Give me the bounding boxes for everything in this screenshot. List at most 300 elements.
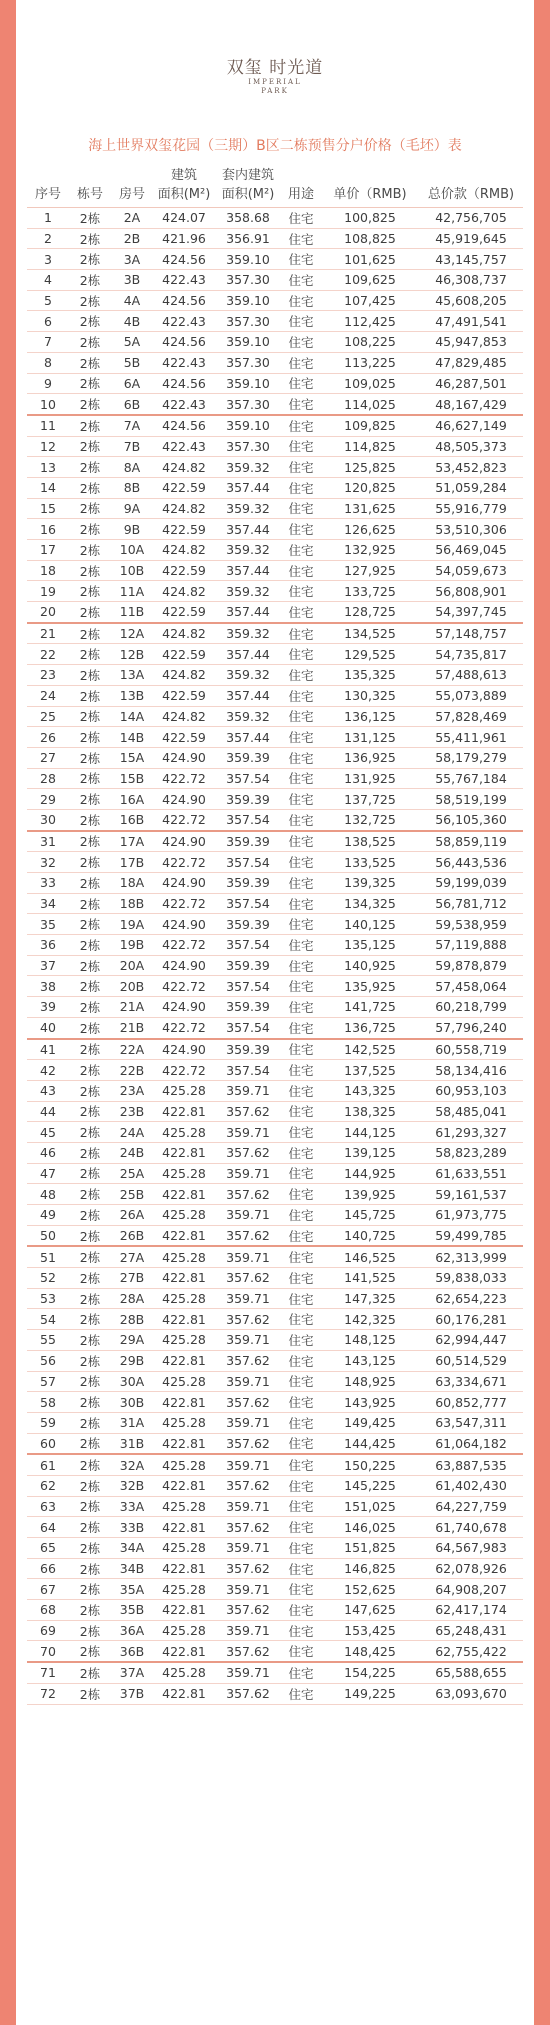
cell-gross-area: 422.81: [153, 1184, 215, 1205]
cell-total-price: 59,878,879: [419, 955, 523, 976]
document-title: 海上世界双玺花园（三期）B区二栋预售分户价格（毛坯）表: [88, 138, 462, 154]
cell-gross-area: 422.59: [153, 644, 215, 665]
cell-gross-area: 424.90: [153, 955, 215, 976]
header-row-1: [27, 166, 523, 185]
cell-gross-area: 422.81: [153, 1558, 215, 1579]
table-row: [27, 1184, 523, 1205]
cell-gross-area: 422.43: [153, 352, 215, 373]
cell-building: 2栋: [69, 208, 111, 229]
cell-total-price: 63,547,311: [419, 1412, 523, 1433]
cell-gross-area: 422.72: [153, 976, 215, 997]
cell-room: 29B: [111, 1350, 153, 1371]
cell-gross-area: 425.28: [153, 1288, 215, 1309]
header-cell: [281, 166, 321, 185]
cell-net-area: 359.39: [215, 955, 281, 976]
cell-total-price: 60,953,103: [419, 1080, 523, 1101]
cell-usage: 住宅: [281, 394, 321, 415]
cell-gross-area: 422.59: [153, 519, 215, 540]
cell-net-area: 357.30: [215, 270, 281, 291]
cell-building: 2栋: [69, 893, 111, 914]
header-cell: [69, 166, 111, 185]
cell-building: 2栋: [69, 1163, 111, 1184]
table-row: [27, 706, 523, 727]
cell-total-price: 64,567,983: [419, 1538, 523, 1559]
cell-gross-area: 424.82: [153, 581, 215, 602]
cell-seq: 42: [27, 1060, 69, 1081]
cell-seq: 68: [27, 1600, 69, 1621]
cell-building: 2栋: [69, 789, 111, 810]
cell-total-price: 47,829,485: [419, 352, 523, 373]
table-row: [27, 1330, 523, 1351]
cell-seq: 41: [27, 1039, 69, 1060]
cell-usage: 住宅: [281, 1163, 321, 1184]
cell-room: 18B: [111, 893, 153, 914]
cell-usage: 住宅: [281, 1060, 321, 1081]
cell-unit-price: 109,625: [321, 270, 419, 291]
cell-gross-area: 422.72: [153, 852, 215, 873]
cell-net-area: 357.62: [215, 1558, 281, 1579]
table-row: [27, 1080, 523, 1101]
cell-net-area: 359.71: [215, 1163, 281, 1184]
cell-net-area: 357.44: [215, 685, 281, 706]
cell-usage: 住宅: [281, 1371, 321, 1392]
cell-total-price: 46,627,149: [419, 415, 523, 436]
cell-unit-price: 143,325: [321, 1080, 419, 1101]
cell-total-price: 57,458,064: [419, 976, 523, 997]
cell-usage: 住宅: [281, 1246, 321, 1267]
cell-total-price: 57,119,888: [419, 935, 523, 956]
cell-room: 36B: [111, 1641, 153, 1662]
table-row: [27, 1288, 523, 1309]
cell-total-price: 45,608,205: [419, 290, 523, 311]
cell-usage: 住宅: [281, 727, 321, 748]
cell-unit-price: 120,825: [321, 477, 419, 498]
table-row: [27, 1246, 523, 1267]
cell-usage: 住宅: [281, 208, 321, 229]
table-row: [27, 1017, 523, 1038]
cell-unit-price: 148,125: [321, 1330, 419, 1351]
cell-unit-price: 138,525: [321, 831, 419, 852]
cell-usage: 住宅: [281, 290, 321, 311]
cell-seq: 65: [27, 1538, 69, 1559]
cell-gross-area: 425.28: [153, 1579, 215, 1600]
cell-room: 28B: [111, 1309, 153, 1330]
cell-total-price: 45,919,645: [419, 228, 523, 249]
cell-net-area: 359.10: [215, 373, 281, 394]
table-row: [27, 436, 523, 457]
cell-unit-price: 146,825: [321, 1558, 419, 1579]
cell-usage: 住宅: [281, 747, 321, 768]
cell-usage: 住宅: [281, 457, 321, 478]
cell-seq: 48: [27, 1184, 69, 1205]
cell-building: 2栋: [69, 665, 111, 686]
cell-total-price: 54,735,817: [419, 644, 523, 665]
cell-seq: 7: [27, 332, 69, 353]
cell-usage: 住宅: [281, 1184, 321, 1205]
cell-usage: 住宅: [281, 1392, 321, 1413]
cell-building: 2栋: [69, 373, 111, 394]
cell-total-price: 62,654,223: [419, 1288, 523, 1309]
cell-net-area: 359.32: [215, 623, 281, 644]
cell-seq: 12: [27, 436, 69, 457]
cell-total-price: 58,859,119: [419, 831, 523, 852]
cell-usage: 住宅: [281, 1080, 321, 1101]
cell-unit-price: 134,325: [321, 893, 419, 914]
cell-gross-area: 425.28: [153, 1163, 215, 1184]
cell-usage: 住宅: [281, 1142, 321, 1163]
cell-seq: 51: [27, 1246, 69, 1267]
cell-net-area: 359.39: [215, 914, 281, 935]
cell-total-price: 54,397,745: [419, 602, 523, 623]
cell-building: 2栋: [69, 852, 111, 873]
cell-net-area: 357.44: [215, 560, 281, 581]
table-row: [27, 457, 523, 478]
cell-seq: 63: [27, 1496, 69, 1517]
table-row: [27, 1205, 523, 1226]
cell-building: 2栋: [69, 249, 111, 270]
cell-room: 30A: [111, 1371, 153, 1392]
cell-building: 2栋: [69, 1433, 111, 1454]
table-row: [27, 602, 523, 623]
cell-room: 25B: [111, 1184, 153, 1205]
cell-gross-area: 422.59: [153, 685, 215, 706]
table-row: [27, 208, 523, 229]
cell-building: 2栋: [69, 1225, 111, 1246]
cell-net-area: 357.54: [215, 976, 281, 997]
cell-total-price: 55,411,961: [419, 727, 523, 748]
cell-room: 14B: [111, 727, 153, 748]
cell-building: 2栋: [69, 1600, 111, 1621]
cell-gross-area: 422.43: [153, 394, 215, 415]
cell-net-area: 359.32: [215, 665, 281, 686]
cell-building: 2栋: [69, 332, 111, 353]
cell-seq: 9: [27, 373, 69, 394]
cell-total-price: 61,740,678: [419, 1517, 523, 1538]
table-row: [27, 1122, 523, 1143]
cell-gross-area: 422.81: [153, 1517, 215, 1538]
table-row: [27, 873, 523, 894]
cell-room: 5B: [111, 352, 153, 373]
cell-unit-price: 133,525: [321, 852, 419, 873]
table-row: [27, 1433, 523, 1454]
cell-seq: 60: [27, 1433, 69, 1454]
cell-seq: 28: [27, 768, 69, 789]
cell-unit-price: 137,725: [321, 789, 419, 810]
table-row: [27, 249, 523, 270]
cell-gross-area: 425.28: [153, 1080, 215, 1101]
cell-usage: 住宅: [281, 955, 321, 976]
cell-unit-price: 139,925: [321, 1184, 419, 1205]
cell-seq: 21: [27, 623, 69, 644]
cell-gross-area: 424.56: [153, 415, 215, 436]
cell-seq: 44: [27, 1101, 69, 1122]
table-row: [27, 1662, 523, 1683]
header-cell: 建筑: [170, 168, 197, 183]
cell-seq: 14: [27, 477, 69, 498]
header-cell: [419, 166, 523, 185]
cell-net-area: 359.10: [215, 332, 281, 353]
cell-room: 17A: [111, 831, 153, 852]
cell-net-area: 359.71: [215, 1330, 281, 1351]
cell-building: 2栋: [69, 540, 111, 561]
cell-usage: 住宅: [281, 706, 321, 727]
cell-unit-price: 147,625: [321, 1600, 419, 1621]
table-row: [27, 809, 523, 830]
cell-building: 2栋: [69, 228, 111, 249]
cell-room: 4A: [111, 290, 153, 311]
table-row: [27, 1517, 523, 1538]
cell-total-price: 58,179,279: [419, 747, 523, 768]
cell-room: 24A: [111, 1122, 153, 1143]
table-row: [27, 581, 523, 602]
cell-building: 2栋: [69, 1579, 111, 1600]
cell-seq: 66: [27, 1558, 69, 1579]
table-row: [27, 311, 523, 332]
cell-net-area: 359.39: [215, 873, 281, 894]
cell-net-area: 357.54: [215, 1017, 281, 1038]
cell-net-area: 357.62: [215, 1350, 281, 1371]
cell-seq: 24: [27, 685, 69, 706]
cell-usage: 住宅: [281, 415, 321, 436]
cell-unit-price: 113,225: [321, 352, 419, 373]
cell-gross-area: 422.59: [153, 560, 215, 581]
cell-gross-area: 425.28: [153, 1538, 215, 1559]
cell-unit-price: 107,425: [321, 290, 419, 311]
table-row: [27, 352, 523, 373]
price-sheet: [16, 0, 534, 2025]
cell-net-area: 357.62: [215, 1475, 281, 1496]
cell-unit-price: 148,925: [321, 1371, 419, 1392]
cell-net-area: 359.32: [215, 457, 281, 478]
cell-room: 34B: [111, 1558, 153, 1579]
cell-net-area: 357.30: [215, 436, 281, 457]
cell-room: 19A: [111, 914, 153, 935]
cell-usage: 住宅: [281, 1641, 321, 1662]
cell-gross-area: 422.59: [153, 477, 215, 498]
table-row: [27, 1350, 523, 1371]
cell-seq: 36: [27, 935, 69, 956]
cell-room: 4B: [111, 311, 153, 332]
cell-net-area: 357.62: [215, 1225, 281, 1246]
cell-net-area: 357.62: [215, 1268, 281, 1289]
cell-total-price: 46,287,501: [419, 373, 523, 394]
cell-room: 34A: [111, 1538, 153, 1559]
table-row: [27, 394, 523, 415]
cell-gross-area: 422.72: [153, 809, 215, 830]
cell-unit-price: 136,725: [321, 1017, 419, 1038]
cell-building: 2栋: [69, 1246, 111, 1267]
cell-total-price: 48,505,373: [419, 436, 523, 457]
cell-building: 2栋: [69, 706, 111, 727]
cell-gross-area: 424.82: [153, 623, 215, 644]
cell-total-price: 58,823,289: [419, 1142, 523, 1163]
cell-gross-area: 425.28: [153, 1662, 215, 1683]
cell-net-area: 357.62: [215, 1433, 281, 1454]
cell-total-price: 59,838,033: [419, 1268, 523, 1289]
cell-total-price: 55,767,184: [419, 768, 523, 789]
cell-total-price: 57,148,757: [419, 623, 523, 644]
cell-seq: 37: [27, 955, 69, 976]
cell-gross-area: 422.72: [153, 768, 215, 789]
cell-seq: 71: [27, 1662, 69, 1683]
cell-seq: 46: [27, 1142, 69, 1163]
cell-building: 2栋: [69, 955, 111, 976]
cell-unit-price: 151,025: [321, 1496, 419, 1517]
cell-net-area: 357.44: [215, 519, 281, 540]
cell-room: 37A: [111, 1662, 153, 1683]
table-row: [27, 623, 523, 644]
cell-gross-area: 425.28: [153, 1412, 215, 1433]
cell-usage: 住宅: [281, 498, 321, 519]
table-row: [27, 1412, 523, 1433]
cell-net-area: 359.39: [215, 997, 281, 1018]
cell-seq: 59: [27, 1412, 69, 1433]
cell-seq: 6: [27, 311, 69, 332]
cell-usage: 住宅: [281, 1475, 321, 1496]
cell-net-area: 357.44: [215, 644, 281, 665]
cell-room: 18A: [111, 873, 153, 894]
table-row: [27, 1620, 523, 1641]
cell-net-area: 359.10: [215, 290, 281, 311]
cell-gross-area: 422.43: [153, 436, 215, 457]
cell-unit-price: 141,725: [321, 997, 419, 1018]
cell-total-price: 60,852,777: [419, 1392, 523, 1413]
cell-gross-area: 424.90: [153, 789, 215, 810]
table-body: [27, 208, 523, 1705]
logo-sub-text-1: IMPERIAL: [248, 78, 302, 86]
cell-gross-area: 424.56: [153, 332, 215, 353]
cell-unit-price: 135,925: [321, 976, 419, 997]
cell-unit-price: 148,425: [321, 1641, 419, 1662]
cell-building: 2栋: [69, 1620, 111, 1641]
cell-net-area: 359.71: [215, 1412, 281, 1433]
cell-building: 2栋: [69, 809, 111, 830]
cell-room: 30B: [111, 1392, 153, 1413]
cell-building: 2栋: [69, 1309, 111, 1330]
cell-building: 2栋: [69, 1662, 111, 1683]
cell-usage: 住宅: [281, 519, 321, 540]
table-row: [27, 1060, 523, 1081]
cell-gross-area: 424.56: [153, 290, 215, 311]
table-row: [27, 332, 523, 353]
cell-building: 2栋: [69, 1142, 111, 1163]
table-row: [27, 1558, 523, 1579]
table-row: [27, 1371, 523, 1392]
cell-net-area: 359.71: [215, 1496, 281, 1517]
cell-room: 32A: [111, 1454, 153, 1475]
cell-building: 2栋: [69, 873, 111, 894]
cell-total-price: 62,755,422: [419, 1641, 523, 1662]
cell-building: 2栋: [69, 1017, 111, 1038]
cell-usage: 住宅: [281, 1538, 321, 1559]
cell-unit-price: 135,325: [321, 665, 419, 686]
cell-unit-price: 131,125: [321, 727, 419, 748]
cell-usage: 住宅: [281, 935, 321, 956]
cell-net-area: 359.32: [215, 581, 281, 602]
cell-total-price: 60,558,719: [419, 1039, 523, 1060]
cell-usage: 住宅: [281, 270, 321, 291]
cell-seq: 20: [27, 602, 69, 623]
cell-usage: 住宅: [281, 581, 321, 602]
cell-room: 31B: [111, 1433, 153, 1454]
cell-gross-area: 424.82: [153, 540, 215, 561]
cell-unit-price: 132,725: [321, 809, 419, 830]
cell-room: 8A: [111, 457, 153, 478]
table-row: [27, 1683, 523, 1704]
cell-unit-price: 126,625: [321, 519, 419, 540]
cell-building: 2栋: [69, 1538, 111, 1559]
cell-unit-price: 140,925: [321, 955, 419, 976]
cell-net-area: 357.30: [215, 311, 281, 332]
cell-building: 2栋: [69, 1371, 111, 1392]
cell-room: 9A: [111, 498, 153, 519]
cell-net-area: 359.10: [215, 415, 281, 436]
header-seq: 序号: [27, 185, 69, 208]
cell-gross-area: 422.81: [153, 1309, 215, 1330]
cell-room: 20A: [111, 955, 153, 976]
cell-net-area: 359.39: [215, 747, 281, 768]
cell-total-price: 61,064,182: [419, 1433, 523, 1454]
cell-unit-price: 138,325: [321, 1101, 419, 1122]
table-row: [27, 415, 523, 436]
cell-usage: 住宅: [281, 1558, 321, 1579]
cell-building: 2栋: [69, 1288, 111, 1309]
cell-seq: 16: [27, 519, 69, 540]
cell-unit-price: 114,025: [321, 394, 419, 415]
cell-room: 37B: [111, 1683, 153, 1704]
cell-gross-area: 425.28: [153, 1620, 215, 1641]
cell-total-price: 64,227,759: [419, 1496, 523, 1517]
cell-gross-area: 422.81: [153, 1268, 215, 1289]
cell-room: 10B: [111, 560, 153, 581]
cell-unit-price: 108,225: [321, 332, 419, 353]
table-row: [27, 560, 523, 581]
table-row: [27, 789, 523, 810]
cell-total-price: 51,059,284: [419, 477, 523, 498]
cell-total-price: 62,313,999: [419, 1246, 523, 1267]
cell-seq: 18: [27, 560, 69, 581]
cell-building: 2栋: [69, 1060, 111, 1081]
cell-gross-area: 424.82: [153, 665, 215, 686]
cell-total-price: 56,105,360: [419, 809, 523, 830]
cell-seq: 45: [27, 1122, 69, 1143]
cell-net-area: 359.71: [215, 1579, 281, 1600]
cell-seq: 15: [27, 498, 69, 519]
cell-unit-price: 109,025: [321, 373, 419, 394]
cell-total-price: 63,887,535: [419, 1454, 523, 1475]
table-row: [27, 831, 523, 852]
cell-building: 2栋: [69, 914, 111, 935]
cell-unit-price: 129,525: [321, 644, 419, 665]
cell-total-price: 43,145,757: [419, 249, 523, 270]
cell-net-area: 357.44: [215, 727, 281, 748]
cell-total-price: 62,417,174: [419, 1600, 523, 1621]
cell-seq: 1: [27, 208, 69, 229]
cell-net-area: 357.54: [215, 1060, 281, 1081]
cell-seq: 26: [27, 727, 69, 748]
table-row: [27, 1309, 523, 1330]
cell-unit-price: 150,225: [321, 1454, 419, 1475]
cell-seq: 22: [27, 644, 69, 665]
cell-room: 22A: [111, 1039, 153, 1060]
cell-gross-area: 422.43: [153, 311, 215, 332]
table-row: [27, 685, 523, 706]
cell-room: 20B: [111, 976, 153, 997]
cell-total-price: 65,248,431: [419, 1620, 523, 1641]
cell-usage: 住宅: [281, 914, 321, 935]
cell-gross-area: 422.81: [153, 1475, 215, 1496]
header-net-area: 面积(M²): [215, 185, 281, 208]
